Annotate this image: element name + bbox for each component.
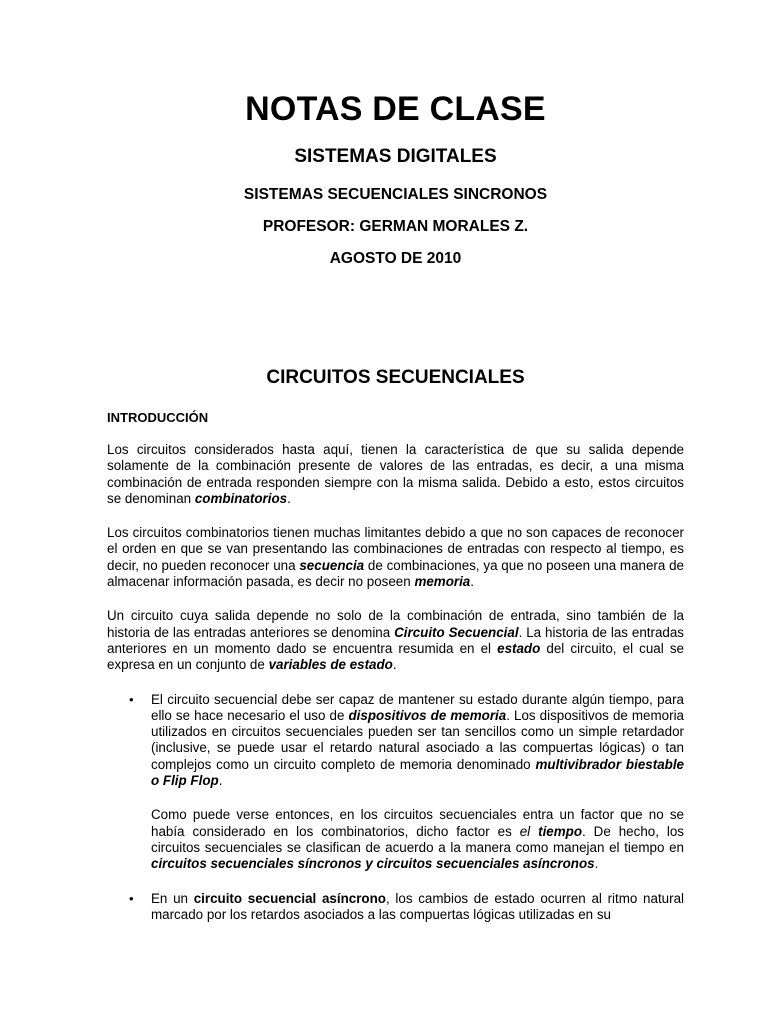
bullet-icon: • — [129, 890, 134, 906]
paragraph-text: . — [287, 490, 291, 506]
paragraph-2 — [107, 525, 684, 590]
emphasis-term: dispositivos de memoria — [348, 707, 507, 723]
list-item-paragraph — [151, 692, 684, 790]
paragraph-text: . Los dispositivos de memoria utilizados en circuitos secuenciales pueden ser tan sencillos como un simple retardador (inclusive, se puede usar el retardo natural asociado a las compuertas lógicas) o tan complejos como un circuito completo de memoria denominado — [151, 707, 684, 772]
list-item — [107, 692, 684, 873]
paragraph-text: Un circuito cuya salida depende no solo de la combinación de entrada, sino también de la historia de las entradas anteriores se denomina — [107, 608, 684, 640]
emphasis-term: Circuito Secuencial — [394, 624, 519, 640]
paragraph-1 — [107, 442, 684, 507]
emphasis-term: variables de estado — [268, 657, 393, 673]
paragraph-text: Como puede verse entonces, en los circuitos secuenciales entra un factor que no se había considerado en los combinatorios, dicho factor es — [151, 807, 684, 839]
bullet-list — [107, 692, 684, 924]
document-author: PROFESOR: GERMAN MORALES Z. — [262, 218, 529, 235]
paragraph-text: . La historia de las entradas anteriores en un momento dado se encuentra resumida en el — [107, 624, 684, 656]
emphasis-term: memoria — [414, 574, 471, 590]
bullet-icon: • — [129, 691, 134, 707]
paragraph-3 — [107, 608, 684, 673]
paragraph-text: . — [594, 856, 599, 872]
list-item-paragraph — [151, 891, 684, 924]
emphasis-term: secuencia — [299, 557, 365, 573]
paragraph-text: . — [218, 773, 223, 789]
paragraph-text: , los cambios de estado ocurren al ritmo natural marcado por los retardos asociados a las compuertas lógicas utilizadas en su — [151, 890, 684, 922]
paragraph-text: . De hecho, los circuitos secuenciales se clasifican de acuerdo a la manera como manejan el tiempo en — [151, 823, 684, 855]
paragraph-text: El circuito secuencial debe ser capaz de mantener su estado durante algún tiempo, para ello se hace necesario el uso de — [151, 691, 684, 723]
emphasis-term: multivibrador biestable o Flip Flop — [151, 756, 684, 789]
list-item — [107, 891, 684, 924]
intro-heading: INTRODUCCIÓN — [107, 410, 209, 425]
paragraph-text: de combinaciones, ya que no poseen una manera de almacenar información pasada, es decir no poseen — [107, 557, 684, 590]
emphasis-term: circuito secuencial asíncrono — [193, 890, 386, 906]
paragraph-text: . — [392, 657, 397, 673]
italic-text: el — [519, 823, 539, 839]
emphasis-term: combinatorios — [194, 490, 288, 506]
document-title: NOTAS DE CLASE — [245, 90, 546, 128]
emphasis-term: estado — [497, 640, 541, 656]
paragraph-text: Los circuitos combinatorios tienen muchas limitantes debido a que no son capaces de reconocer el orden en que se van presentando las combinaciones de entradas con respecto al tiempo, es decir, no pueden reconocer una — [107, 525, 684, 573]
emphasis-term: tiempo — [538, 823, 583, 839]
document-topic: SISTEMAS SECUENCIALES SINCRONOS — [243, 186, 548, 203]
document-date: AGOSTO DE 2010 — [329, 250, 462, 267]
document-subtitle: SISTEMAS DIGITALES — [294, 146, 497, 167]
paragraph-text: Los circuitos considerados hasta aquí, tienen la característica de que su salida depende solamente de la combinación presente de valores de las entradas, es decir, a una misma combinación de entrada responden siempre con la misma salida. Debido a esto, estos circuitos se denominan — [107, 442, 684, 506]
paragraph-text: En un — [151, 890, 194, 906]
paragraph-text: del circuito, el cual se expresa en un conjunto de — [107, 640, 684, 673]
list-item-paragraph — [151, 807, 684, 872]
section-title: CIRCUITOS SECUENCIALES — [266, 367, 525, 388]
emphasis-term: circuitos secuenciales síncronos y circuitos secuenciales asíncronos — [151, 856, 595, 872]
paragraph-text: . — [470, 574, 474, 590]
